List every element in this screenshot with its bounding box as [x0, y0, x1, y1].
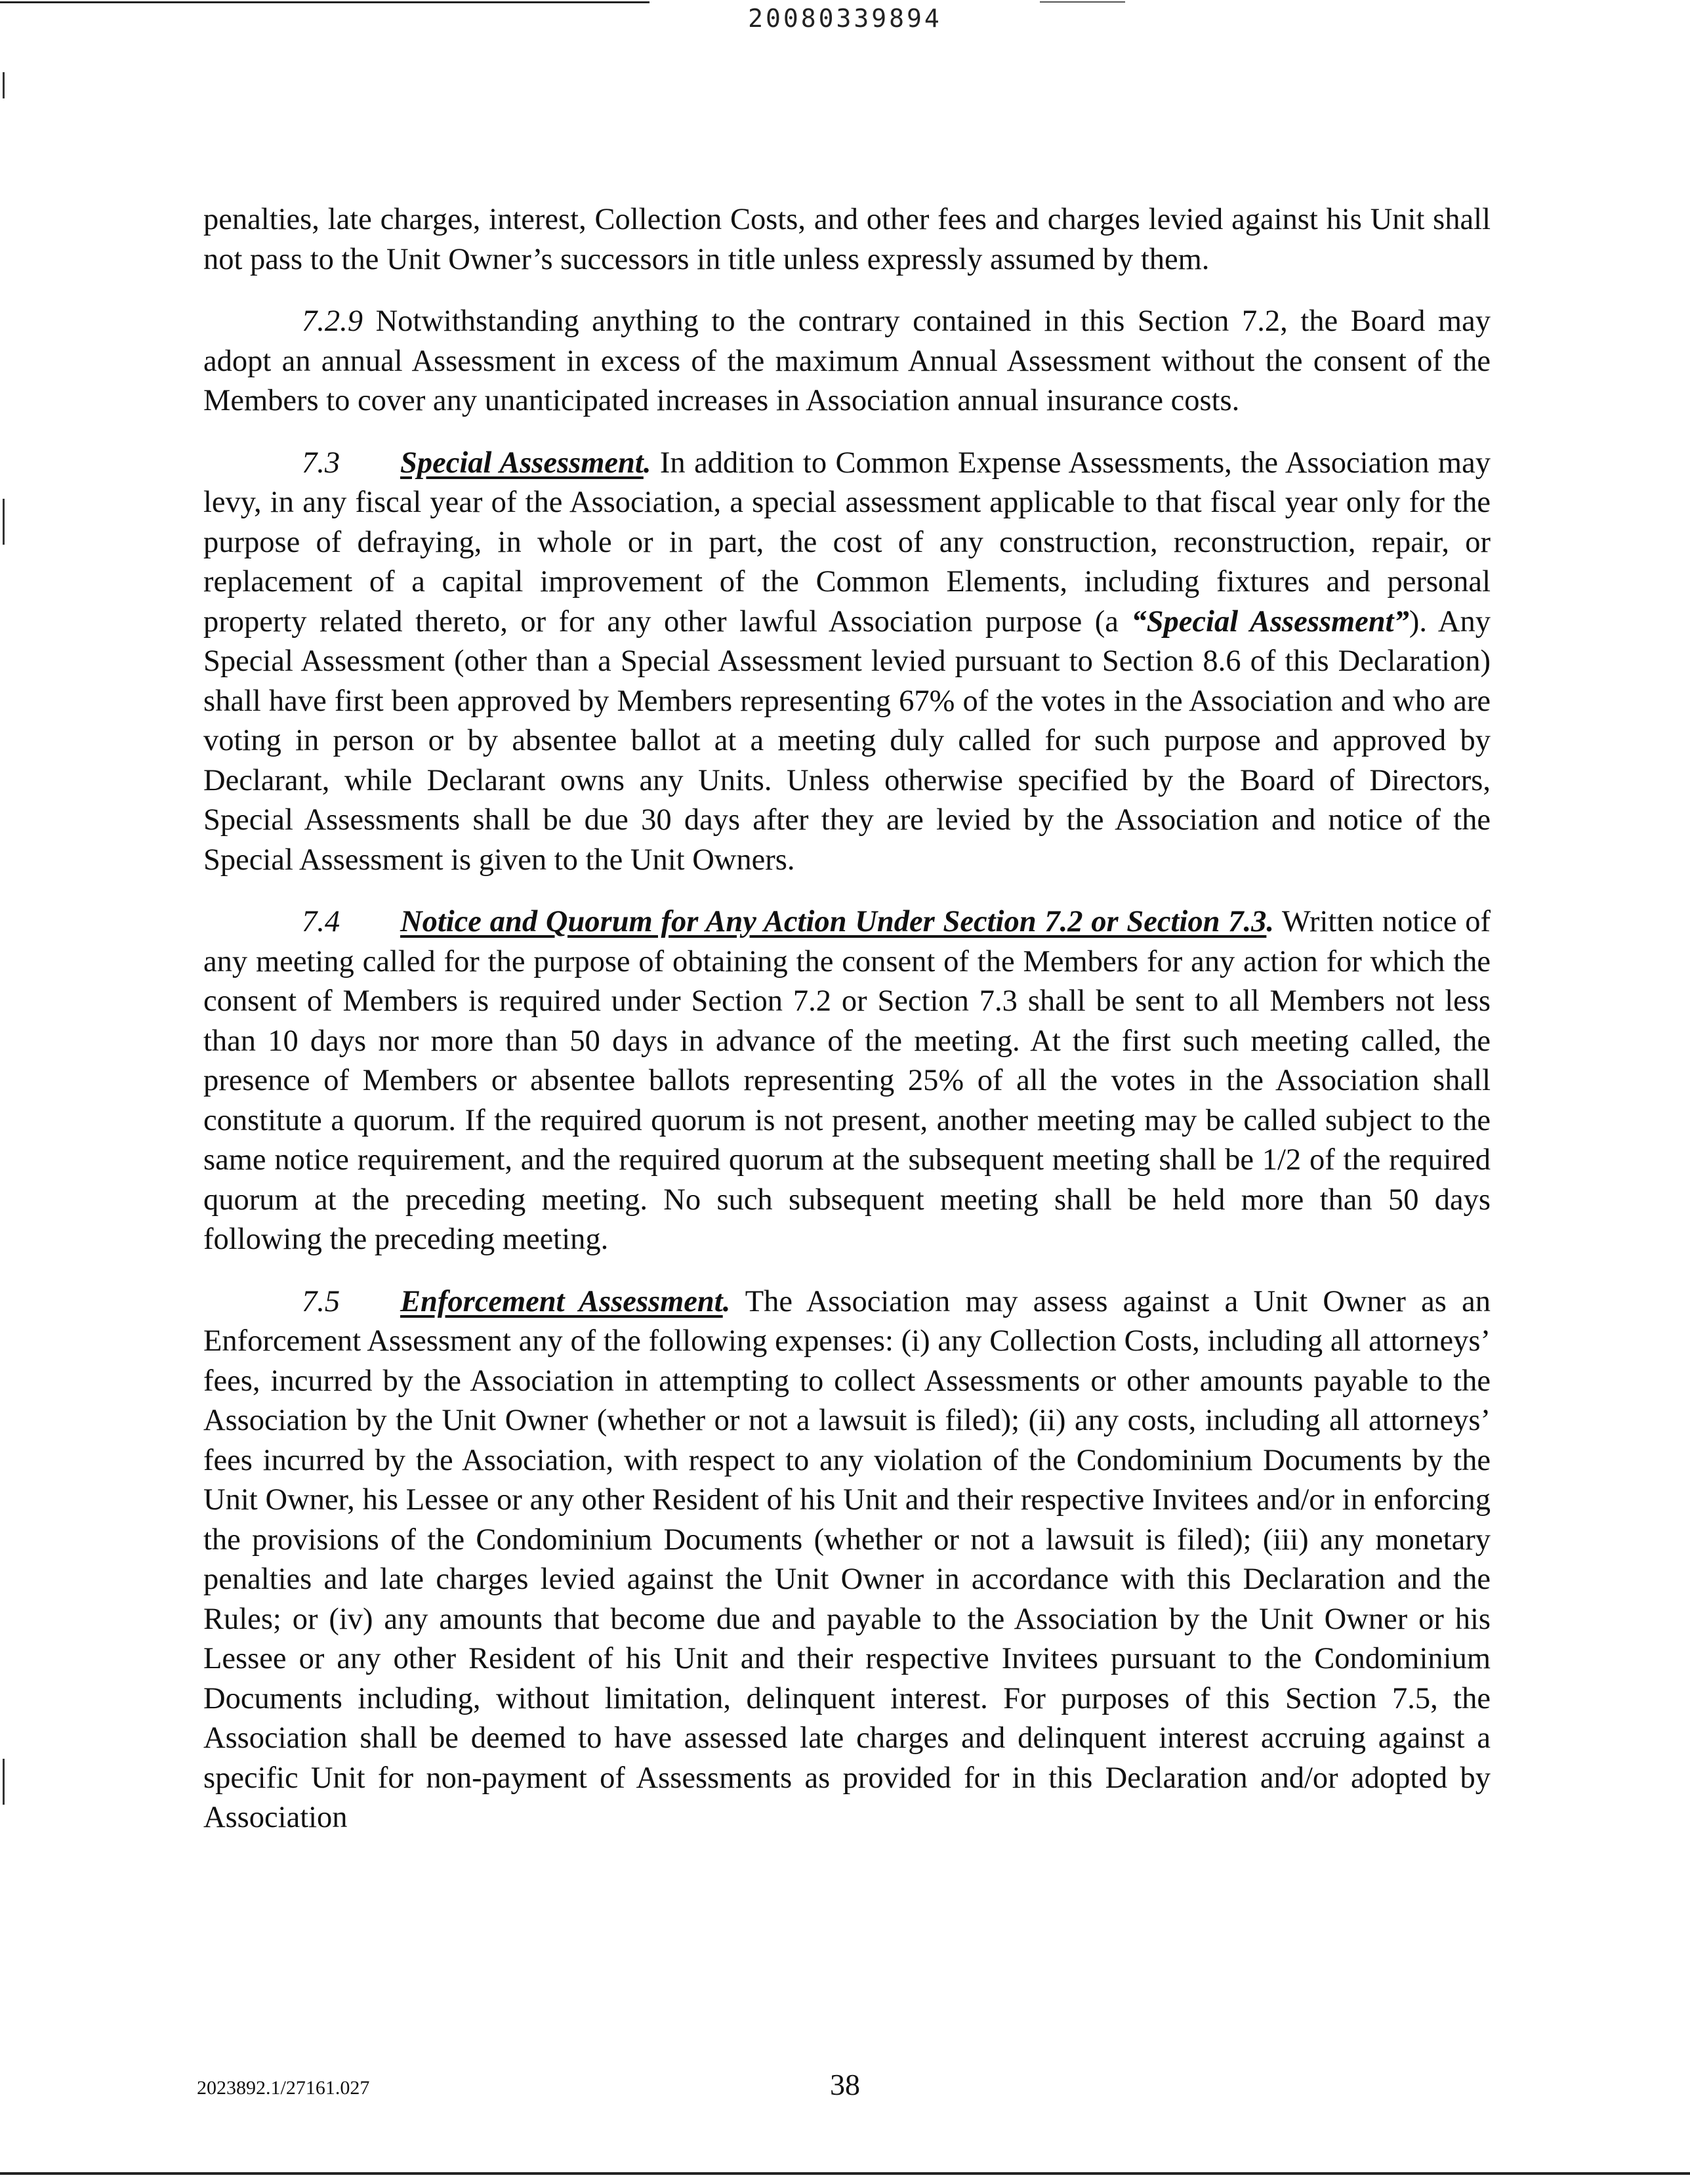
paragraph-text: ). Any Special Assessment (other than a Special Assessment levied pursuant to Section 8.6 of this Declaration) shall have first been approved by Members representing 67% of the votes in the Association and who are voting in person or by absentee ballot at a meeting duly called for such purpose and approved by Declarant, while Declarant owns any Units. Unless otherwise specified by the Board of Directors, Special Assessments shall be due 30 days after they are levied by the Association and notice of the Special Assessment is given to the Unit Owners.: [203, 604, 1491, 877]
page-number: 38: [830, 2068, 860, 2101]
heading-punctuation: .: [722, 1284, 731, 1318]
document-body: [203, 200, 1491, 1860]
paragraph-text: Notwithstanding anything to the contrary contained in this Section 7.2, the Board may adopt an annual Assessment in excess of the maximum Annual Assessment without the consent of the Members to cover any unanticipated increases in Association annual insurance costs.: [203, 304, 1491, 417]
paragraph-text: In addition to Common Expense Assessments, the Association may levy, in any fiscal year of the Association, a special assessment applicable to that fiscal year only for the purpose of defraying, in whole or in part, the cost of any construction, reconstruction, repair, or replacement of a capital improvement of the Common Elements, including fixtures and personal property related thereto, or for any other lawful Association purpose (a: [203, 446, 1491, 639]
heading-punctuation: .: [643, 446, 651, 480]
paragraph-7-5: [203, 1282, 1491, 1838]
section-heading: Special Assessment: [400, 446, 644, 480]
paragraph-text: penalties, late charges, interest, Collection Costs, and other fees and charges levied against his Unit shall not pass to the Unit Owner’s successors in title unless expressly assumed by them.: [203, 203, 1491, 276]
section-heading: Notice and Quorum for Any Action Under Section 7.2 or Section 7.3: [400, 905, 1267, 938]
section-number: 7.5: [302, 1284, 340, 1318]
defined-term: “Special Assessment”: [1131, 604, 1409, 639]
section-heading: Enforcement Assessment: [400, 1284, 723, 1318]
paragraph-continuation: [203, 200, 1491, 280]
bottom-border-line: [0, 2172, 1690, 2175]
paragraph-text: The Association may assess against a Unit Owner as an Enforcement Assessment any of the following expenses: (i) any Collection Costs, including all attorneys’ fees, incurred by the Association in attempting to collect Assessments or other amounts payable to the Association by the Unit Owner (whether or not a lawsuit is filed); (ii) any costs, including all attorneys’ fees incurred by the Association, with respect to any violation of the Condominium Documents by the Unit Owner, his Lessee or any other Resident of his Unit and their respective Invitees and/or in enforcing the provisions of the Condominium Documents (whether or not a lawsuit is filed); (iii) any monetary penalties and late charges levied against the Unit Owner in accordance with this Declaration and the Rules; or (iv) any amounts that become due and payable to the Association by the Unit Owner or his Lessee or any other Resident of his Unit and their respective Invitees pursuant to the Condominium Documents including, without limitation, delinquent interest. For purposes of this Section 7.5, the Association shall be deemed to have assessed late charges and delinquent interest accruing against a specific Unit for non-payment of Assessments as provided for in this Declaration and/or adopted by Association: [203, 1284, 1491, 1834]
paragraph-7-4: [203, 902, 1491, 1260]
footer-file-code: 2023892.1/27161.027: [197, 2077, 370, 2099]
scan-edge-mark: [3, 72, 5, 98]
paragraph-text: Written notice of any meeting called for the purpose of obtaining the consent of the Members for any action for which the consent of Members is required under Section 7.2 or Section 7.3 shall be sent to all Members not less than 10 days nor more than 50 days in advance of the meeting. At the first such meeting called, the presence of Members or absentee ballots representing 25% of all the votes in the Association shall constitute a quorum. If the required quorum is not present, another meeting may be called subject to the same notice requirement, and the required quorum at the subsequent meeting shall be 1/2 of the required quorum at the preceding meeting. No such subsequent meeting shall be held more than 50 days following the preceding meeting.: [203, 905, 1491, 1256]
scan-edge-mark: [3, 499, 5, 545]
top-border-mark: [1040, 1, 1125, 3]
paragraph-7-2-9: [203, 302, 1491, 421]
paragraph-7-3: [203, 444, 1491, 881]
section-number: 7.2.9: [302, 304, 363, 338]
top-border-line: [0, 1, 649, 3]
heading-punctuation: .: [1266, 905, 1274, 938]
section-number: 7.4: [302, 905, 340, 938]
section-number: 7.3: [302, 446, 340, 480]
scan-edge-mark: [3, 1759, 5, 1805]
document-number: 20080339894: [748, 4, 942, 33]
